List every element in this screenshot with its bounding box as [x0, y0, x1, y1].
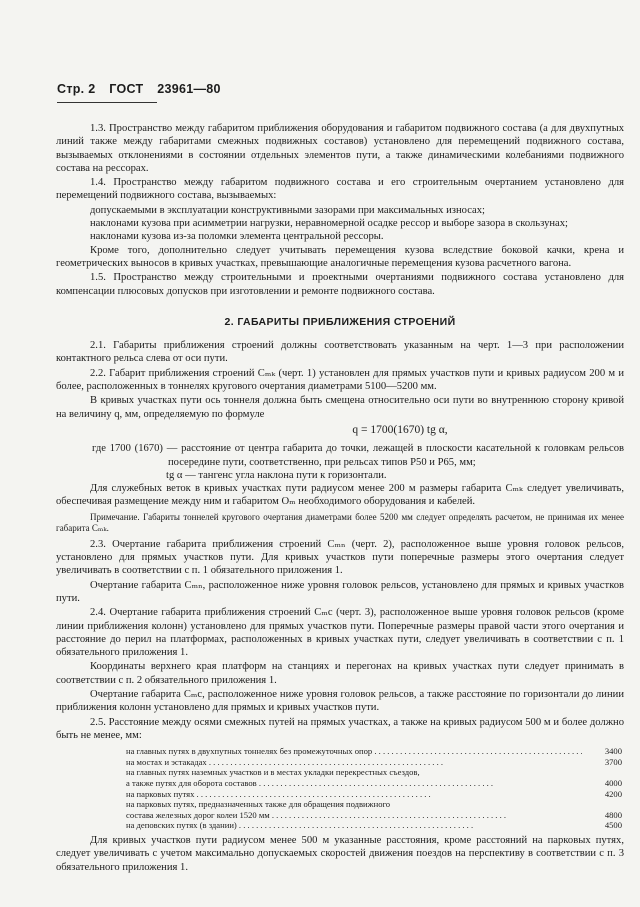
row-value: 3400 [604, 746, 622, 757]
row-label: на главных путях в двухпутных тоннелях без промежуточных опор . . . [126, 746, 582, 757]
formula-explanation-1 [92, 442, 624, 469]
table-row [56, 757, 624, 768]
explanation-label: tg α — [166, 469, 196, 481]
explanation-text: расстояние от центра габарита до точки, лежащей в плоскости касательной к головкам рельсов посередине пути, соответственно, при рельсах типов Р50 и Р65, мм; [168, 443, 624, 468]
document-body [56, 122, 624, 875]
table-row [56, 746, 624, 757]
paragraph-curve: В кривых участках пути ось тоннеля должна быть смещена относительно оси пути во внутреннюю сторону кривой на величину q, мм, определяемую по формуле [56, 395, 624, 420]
paragraph-platform-coords: Координаты верхнего края платформ на станциях и перегонах на кривых участках пути следует принимать в соответствии с п. 2 обязательного приложения 1. [56, 661, 624, 686]
row-label: на парковых путях . . . [126, 789, 582, 800]
paragraph-2-3: 2.3. Очертание габарита приближения строений Сₘₙ (черт. 2), расположенное выше уровня головок рельсов, установлено для прямых участков пути. Для кривых участков пути поперечные размеры этого очертания следует увеличивать в соответствии с п. 1 обязательного приложения 1. [56, 538, 624, 577]
paragraph-below-rails-1: Очертание габарита Сₘₙ, расположенное ниже уровня головок рельсов, установлено для прямых и кривых участков пути. [56, 579, 624, 604]
section-title: 2. ГАБАРИТЫ ПРИБЛИЖЕНИЯ СТРОЕНИЙ [224, 315, 456, 328]
table-row [56, 820, 624, 831]
row-label: на парковых путях, предназначенных также для обращения подвижного [126, 799, 391, 810]
paragraph-below-rails-2: Очертание габарита Сₘс, расположенное ниже уровня головок рельсов, а также расстояние по горизонтали до линии приближения колонн установлено для прямых и кривых участков пути. [56, 688, 624, 714]
table-row [56, 789, 624, 800]
explanation-text: тангенс угла наклона пути к горизонтали. [198, 469, 387, 481]
note: Примечание. Габариты тоннелей кругового очертания диаметрами более 5200 мм следует определять расчетом, не принимая их менее габарита Сₘₖ. [56, 511, 624, 534]
row-value: 4800 [604, 809, 622, 820]
row-value [582, 767, 622, 778]
paragraph-2-2: 2.2. Габарит приближения строений Сₘₖ (черт. 1) установлен для прямых участков пути и кривых радиусом 200 м и более, расположенных в тоннелях кругового очертания диаметрами 5100—5200 мм. [56, 367, 624, 393]
paragraph-small-radius: Для кривых участков пути радиусом менее 500 м указанные расстояния, кроме расстояний на парковых путях, следует увеличивать с учетом максимально допускаемых скоростей движения поездов на перспективу в соответствии с п. 3 обязательного приложения 1. [56, 834, 624, 873]
paragraph-2-4: 2.4. Очертание габарита приближения строений Сₘс (черт. 3), расположенное выше уровня головок рельсов (кроме линии приближения колонн) установлено для прямых участков пути. Поперечные размеры правой части этого очертания и расстояние до перил на платформах, расположенных в кривых участках пути, следует увеличивать в соответствии с п. 1 обязательного приложения 1. [56, 607, 624, 659]
list-item: наклонами кузова из-за поломки элемента центральной рессоры. [90, 231, 384, 243]
row-label: на деповских путях (в здании) . . . [126, 820, 582, 831]
distances-table [56, 746, 624, 831]
paragraph-1-5: 1.5. Пространство между строительными и проектными очертаниями подвижного состава установлено для компенсации плюсовых допусков при изготовлении и ремонте подвижного состава. [56, 272, 624, 297]
page-number: Стр. 2 [57, 82, 96, 96]
row-value: 3700 [604, 756, 622, 767]
row-value: 4000 [604, 777, 622, 788]
table-row [56, 810, 624, 821]
row-label: а также путях для оборота составов . . . [126, 778, 582, 789]
header-rule [57, 102, 157, 103]
paragraph-additional: Кроме того, дополнительно следует учитывать перемещения кузова вследствие боковой качки, крена и геометрических выносов в кривых участках, превышающие аналогичные перемещения кузова расчетного вагона. [56, 244, 624, 269]
table-row [56, 778, 624, 789]
paragraph-2-1: 2.1. Габариты приближения строений должны соответствовать указанным на черт. 1—3 при расположении контактного рельса слева от оси пути. [56, 340, 624, 365]
formula: q = 1700(1670) tg α, [352, 423, 448, 436]
table-row [56, 767, 624, 778]
paragraph-1-3: 1.3. Пространство между габаритом приближения оборудования и габаритом подвижного состава (а для двухпутных линий также между габаритами смежных подвижных составов) установлено для перемещений подвижного состава, вызываемых отклонениями в состоянии отдельных элементов пути, а также динамическими колебаниями подвижного состава на рессорах. [56, 123, 624, 174]
gost-label: ГОСТ [109, 82, 144, 96]
paragraph-2-5: 2.5. Расстояние между осями смежных путей на прямых участках, а также на кривых радиусом 500 м и более должно быть не менее, мм: [56, 716, 624, 741]
list-item: наклонами кузова при асимметрии нагрузки, неравномерной осадке рессор и выборе зазора в скользунах; [90, 218, 568, 230]
explanation-label: где 1700 (1670) — [92, 443, 178, 455]
gost-number: 23961—80 [157, 82, 221, 96]
list-item: допускаемыми в эксплуатации конструктивными зазорами при максимальных износах; [90, 204, 485, 216]
page-header [57, 82, 597, 96]
row-value: 4500 [604, 820, 622, 831]
row-value [582, 799, 622, 810]
formula-explanation-2 [166, 469, 624, 482]
row-label: на мостах и эстакадах . . . [126, 757, 582, 768]
paragraph-service-branches: Для служебных веток в кривых участках пути радиусом менее 200 м размеры габарита Сₘₖ следует увеличивать, обеспечивая размещение между ним и габаритом Оₘ необходимого оборудования и кабелей. [56, 483, 624, 508]
paragraph-1-4: 1.4. Пространство между габаритом подвижного состава и его строительным очертанием установлено для перемещений подвижного состава, вызываемых: [56, 177, 624, 202]
row-value: 4200 [604, 788, 622, 799]
row-label: на главных путях наземных участков и в местах укладки перекрестных съездов, [126, 767, 420, 778]
row-label: состава железных дорог колеи 1520 мм . . . [126, 810, 582, 821]
table-row [56, 799, 624, 810]
